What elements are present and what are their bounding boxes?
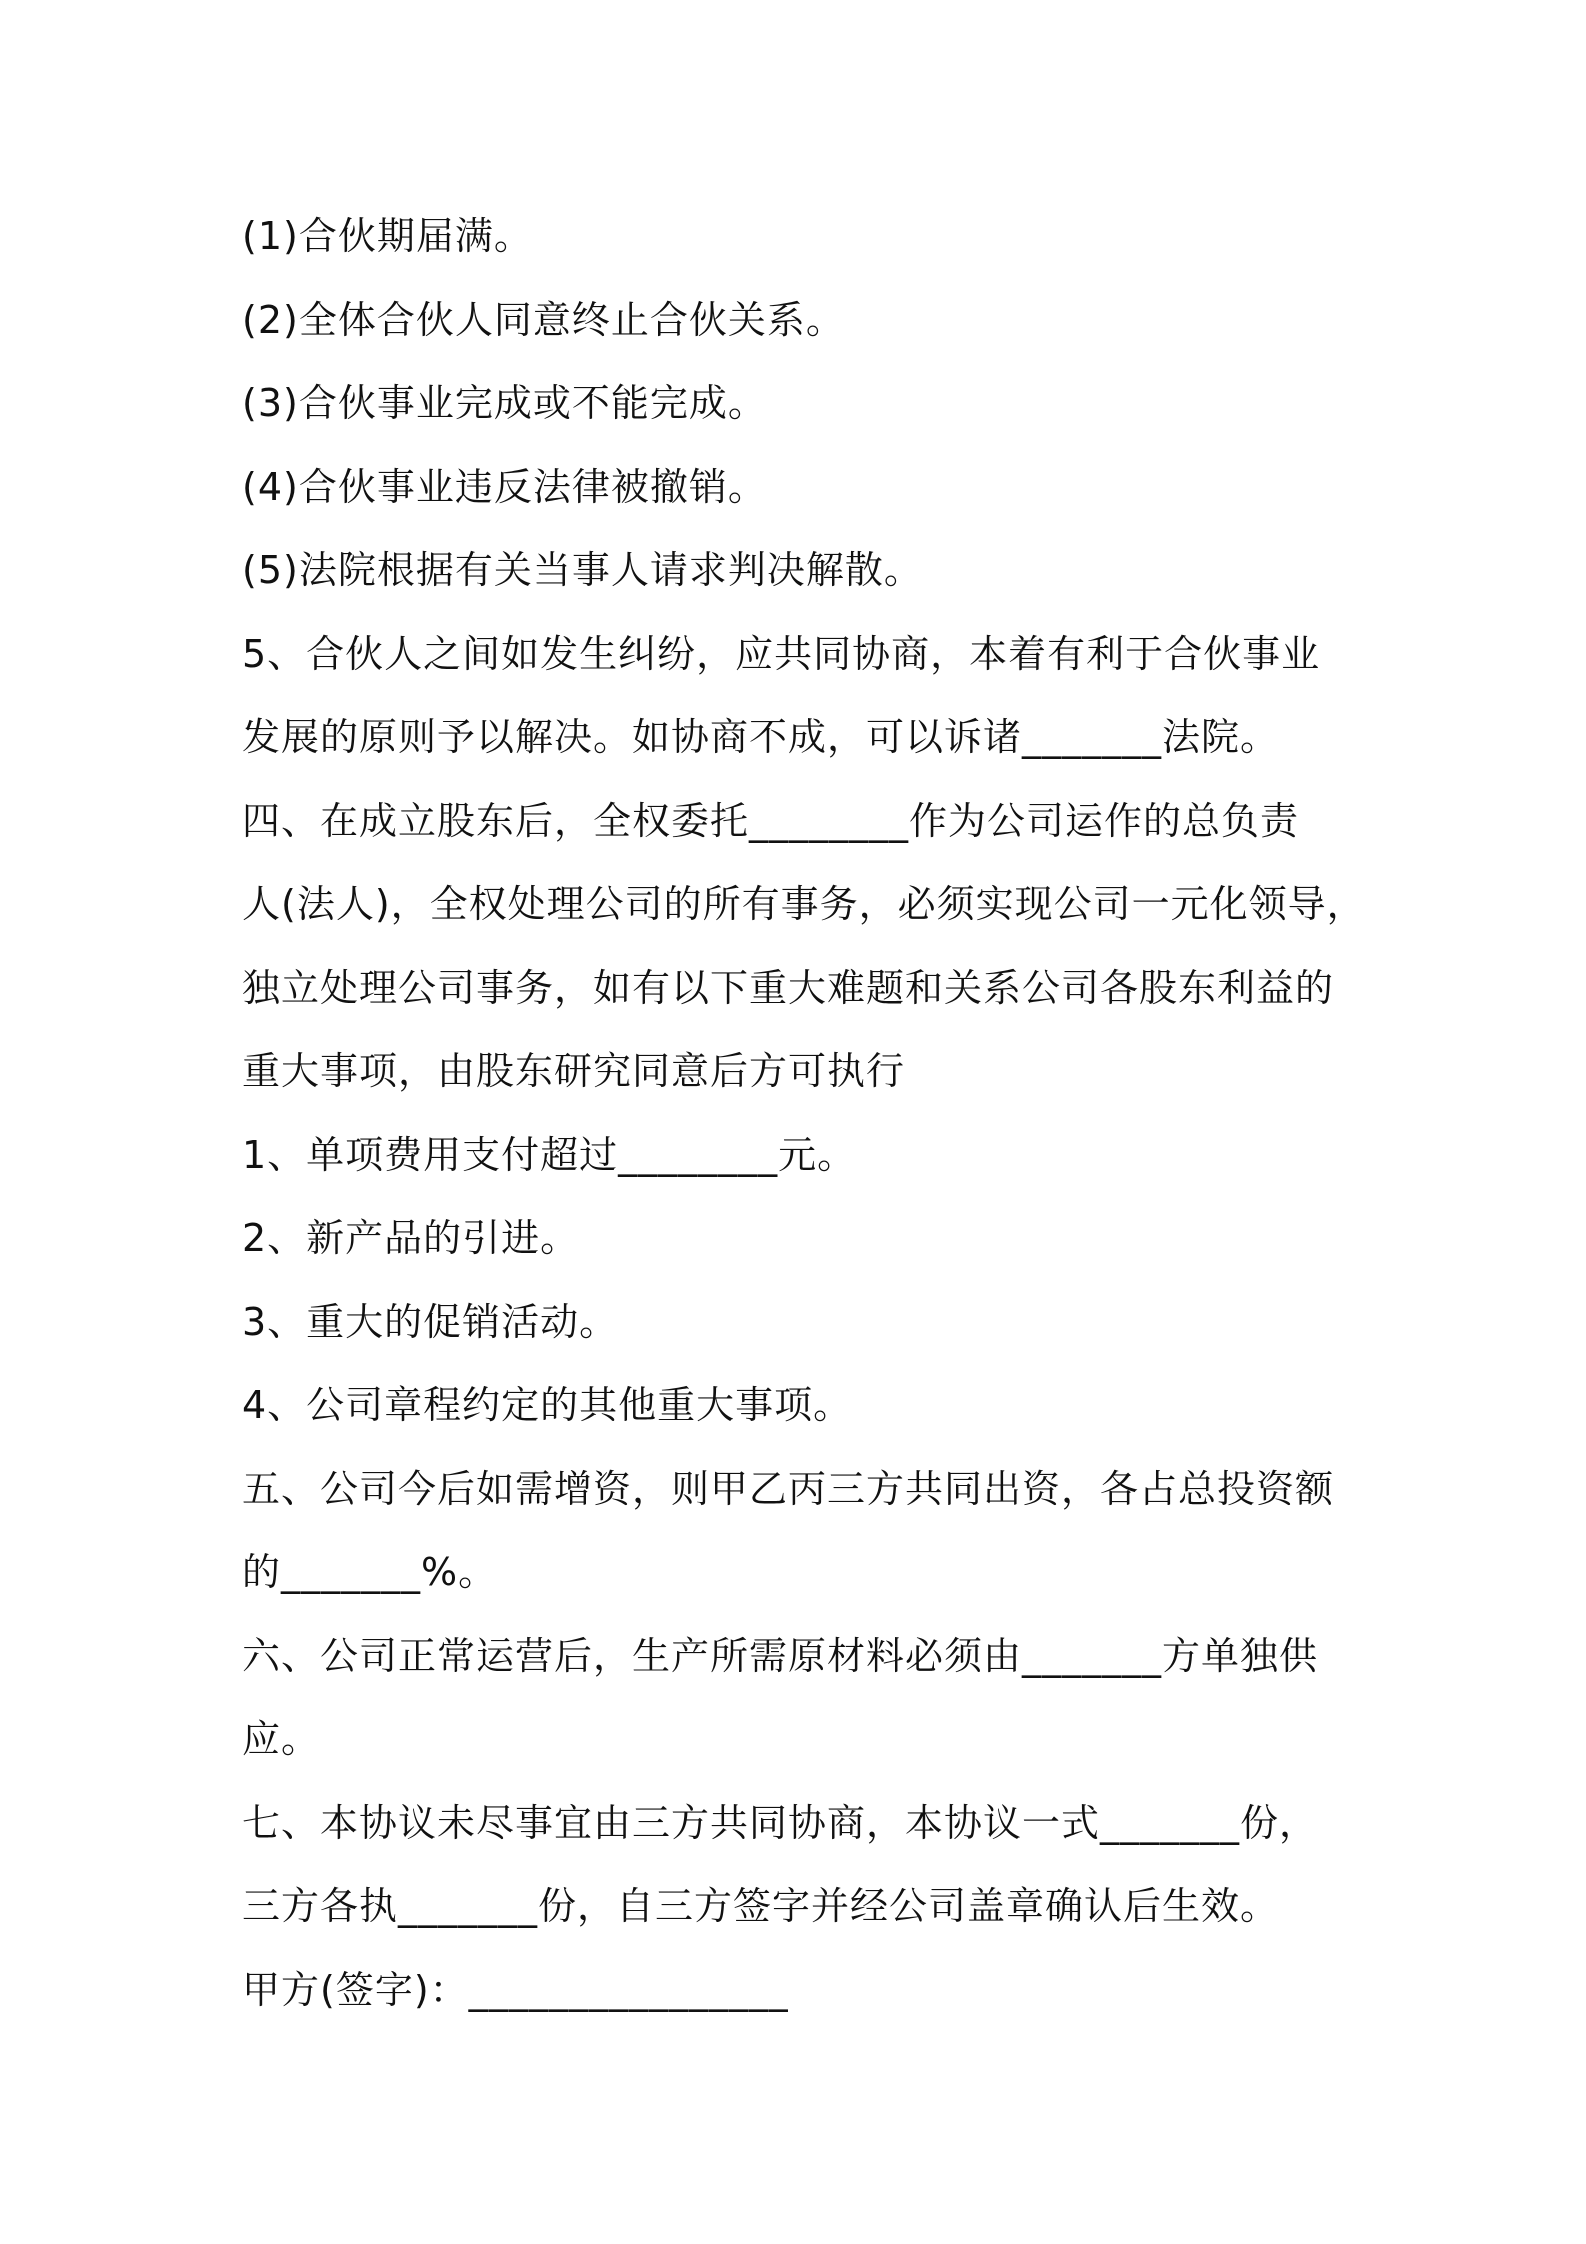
matter-2-new-products: 2、新产品的引进。 bbox=[242, 1216, 580, 1260]
document-body bbox=[242, 195, 1366, 2032]
section-4-delegation-line-4: 重大事项，由股东研究同意后方可执行 bbox=[242, 1049, 906, 1093]
section-6-supply-line-2: 应。 bbox=[242, 1717, 321, 1761]
section-7-copies-line-2: 三方各执_______份，自三方签字并经公司盖章确认后生效。 bbox=[242, 1884, 1280, 1928]
item-4-business-revoked: (4)合伙事业违反法律被撤销。 bbox=[242, 464, 767, 509]
section-4-delegation-line-3: 独立处理公司事务，如有以下重大难题和关系公司各股东利益的 bbox=[242, 965, 1335, 1010]
matter-1-expense-limit: 1、单项费用支付超过________元。 bbox=[242, 1132, 857, 1177]
item-1-term-expired: (1)合伙期届满。 bbox=[242, 214, 533, 258]
item-2-all-partners-agree: (2)全体合伙人同意终止合伙关系。 bbox=[242, 297, 845, 342]
clause-5-disputes-line-1: 5、合伙人之间如发生纠纷，应共同协商，本着有利于合伙事业 bbox=[242, 631, 1321, 676]
section-5-capital-line-2: 的_______%。 bbox=[242, 1550, 498, 1594]
clause-5-disputes-line-2: 发展的原则予以解决。如协商不成，可以诉诸_______法院。 bbox=[242, 715, 1280, 759]
section-4-delegation-line-2: 人(法人)，全权处理公司的所有事务，必须实现公司一元化领导， bbox=[242, 882, 1366, 926]
item-3-business-completed: (3)合伙事业完成或不能完成。 bbox=[242, 381, 767, 425]
section-6-supply-line-1: 六、公司正常运营后，生产所需原材料必须由_______方单独供 bbox=[242, 1633, 1319, 1678]
matter-4-other-matters: 4、公司章程约定的其他重大事项。 bbox=[242, 1383, 853, 1427]
matter-3-promotions: 3、重大的促销活动。 bbox=[242, 1299, 619, 1344]
section-5-capital-line-1: 五、公司今后如需增资，则甲乙丙三方共同出资，各占总投资额 bbox=[242, 1466, 1335, 1511]
section-4-delegation-line-1: 四、在成立股东后，全权委托________作为公司运作的总负责 bbox=[242, 798, 1300, 843]
party-a-signature: 甲方(签字)：________________ bbox=[242, 1967, 789, 2012]
section-7-copies-line-1: 七、本协议未尽事宜由三方共同协商，本协议一式_______份， bbox=[242, 1800, 1319, 1845]
item-5-court-dissolution: (5)法院根据有关当事人请求判决解散。 bbox=[242, 548, 923, 592]
